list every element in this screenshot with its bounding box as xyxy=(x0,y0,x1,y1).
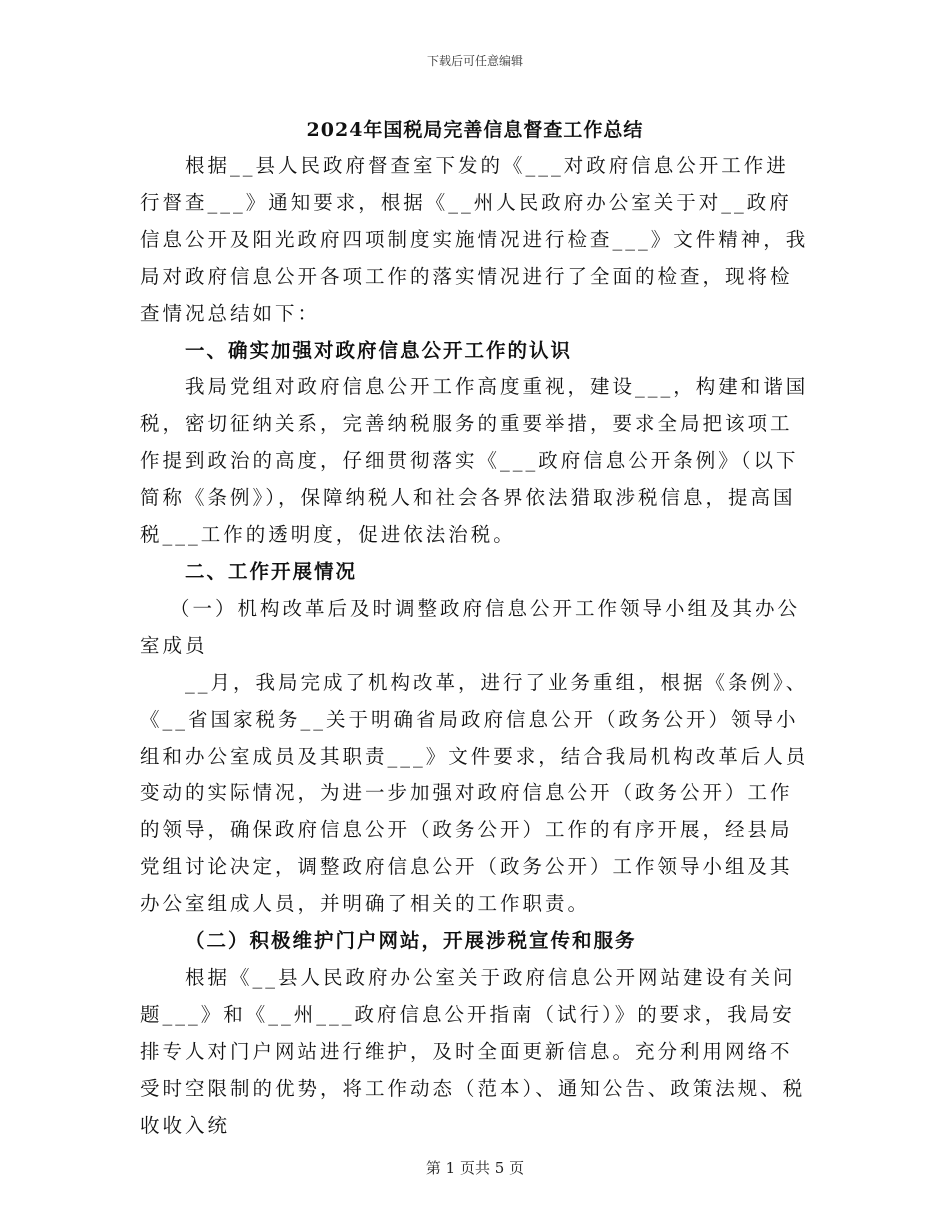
intro-paragraph: 根据__县人民政府督查室下发的《___对政府信息公开工作进行督查___》通知要求，根据《__州人民政府办公室关于对__政府信息公开及阳光政府四项制度实施情况进行检查___》文件精神，我局对政府信息公开各项工作的落实情况进行了全面的检查，现将检查情况总结如下： xyxy=(140,154,809,325)
section-2-heading: 二、工作开展情况 xyxy=(185,559,358,583)
document-body xyxy=(140,148,810,1144)
document-title: 2024年国税局完善信息督查工作总结 xyxy=(306,119,644,141)
section-1-paragraph: 我局党组对政府信息公开工作高度重视，建设___，构建和谐国税，密切征纳关系，完善纳税服务的重要举措，要求全局把该项工作提到政治的高度，仔细贯彻落实《___政府信息公开条例》（以下简称《条例》），保障纳税人和社会各界依法猎取涉税信息，提高国税___工作的透明度，促进依法治税。 xyxy=(140,375,809,547)
page-footer: 第 1 页共 5 页 xyxy=(425,1159,525,1177)
subsection-1-heading: （一）机构改革后及时调整政府信息公开工作领导小组及其办公室成员 xyxy=(140,596,801,657)
page-header-note: 下载后可任意编辑 xyxy=(426,54,523,68)
subsection-2-heading: （二）积极维护门户网站，开展涉税宣传和服务 xyxy=(185,929,637,953)
section-1-heading: 一、确实加强对政府信息公开工作的认识 xyxy=(185,338,573,362)
subsection-2-paragraph: 根据《__县人民政府办公室关于政府信息公开网站建设有关问题___》和《__州___政府信息公开指南（试行）》的要求，我局安排专人对门户网站进行维护，及时全面更新信息。充分利用网络不受时空限制的优势，将工作动态（范本）、通知公告、政策法规、税收收入统 xyxy=(140,965,806,1137)
subsection-1-paragraph: __月，我局完成了机构改革，进行了业务重组，根据《条例》、《__省国家税务__关于明确省局政府信息公开（政务公开）领导小组和办公室成员及其职责___》文件要求，结合我局机构改革后人员变动的实际情况，为进一步加强对政府信息公开（政务公开）工作的领导，确保政府信息公开（政务公开）工作的有序开展，经县局党组讨论决定，调整政府信息公开（政务公开）工作领导小组及其办公室组成人员，并明确了相关的工作职责。 xyxy=(140,670,809,916)
